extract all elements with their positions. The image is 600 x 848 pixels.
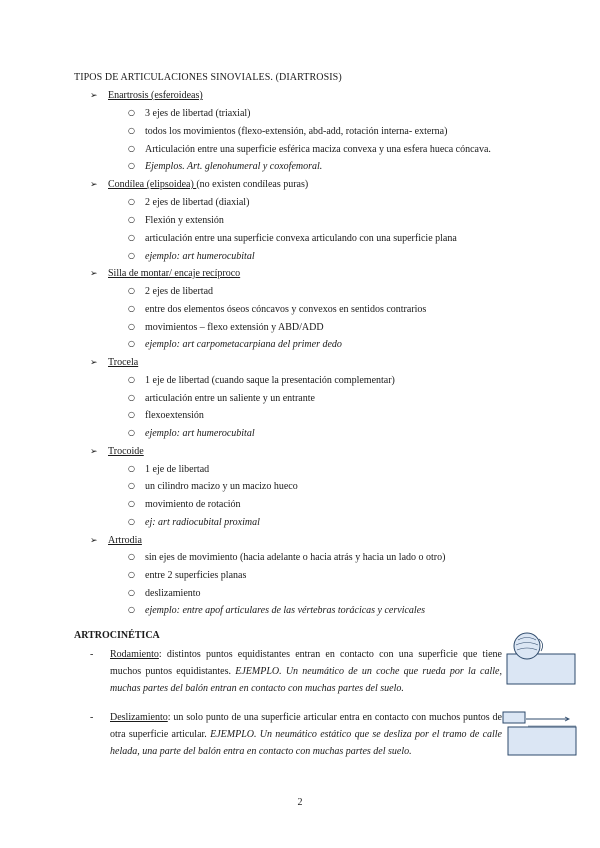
circle-bullet-icon: ○ (128, 375, 135, 384)
circle-bullet-icon: ○ (128, 588, 135, 597)
entry-example: EJEMPLO. Un neumático de un coche que rueda por la calle, muchas partes del balón entran en contacto con muchas partes del suelo. (110, 666, 502, 694)
topic-silla-de-montar (90, 268, 240, 279)
list-item-text: flexoextensión (145, 410, 204, 421)
rolling-diagram (505, 632, 577, 686)
entry-body (110, 646, 502, 697)
circle-bullet-icon: ○ (128, 233, 135, 242)
arrow-bullet-icon: ➢ (90, 269, 98, 279)
circle-bullet-icon: ○ (128, 161, 135, 170)
topic-label: Trocoide (108, 446, 144, 457)
arrow-bullet-icon: ➢ (90, 180, 98, 190)
list-item-example: Ejemplos. Art. glenohumeral y coxofemoral. (145, 161, 323, 172)
list-item-text: sin ejes de movimiento (hacia adelante o hacia atrás y hacia un lado o otro) (145, 552, 446, 563)
dash-bullet: - (90, 649, 94, 660)
list-item-text: 2 ejes de libertad (diaxial) (145, 197, 250, 208)
list-item-text: articulación entre un saliente y un entrante (145, 393, 315, 404)
entry-rodamiento (90, 646, 502, 697)
circle-bullet-icon: ○ (128, 552, 135, 561)
surface-block (507, 654, 575, 684)
topic-enartrosis (90, 90, 203, 101)
topic-label: Trocela (108, 357, 139, 368)
topic-artrodia (90, 535, 142, 546)
circle-bullet-icon: ○ (128, 464, 135, 473)
ground-block (508, 727, 576, 755)
list-item-text: articulación entre una superficie convexa articulando con una superficie plana (145, 233, 457, 244)
list-item-text: deslizamiento (145, 588, 201, 599)
circle-bullet-icon: ○ (128, 481, 135, 490)
artrocinetica-heading: ARTROCINÉTICA (74, 630, 160, 641)
entry-term: Rodamiento (110, 649, 159, 660)
circle-bullet-icon: ○ (128, 393, 135, 402)
list-item-text: Flexión y extensión (145, 215, 224, 226)
list-item-example: ejemplo: art humerocubital (145, 428, 255, 439)
entry-text: : distintos puntos equidistantes entran en contacto con una superficie que tiene muchos puntos equidistantes. (110, 649, 502, 677)
circle-bullet-icon: ○ (128, 339, 135, 348)
arrow-bullet-icon: ➢ (90, 91, 98, 101)
circle-bullet-icon: ○ (128, 251, 135, 260)
arrow-bullet-icon: ➢ (90, 536, 98, 546)
topic-trocoide (90, 446, 144, 457)
dash-bullet: - (90, 712, 94, 723)
rolling-ball (514, 633, 540, 659)
page-number: 2 (297, 797, 303, 808)
list-item-text: todos los movimientos (flexo-extensión, abd-add, rotación interna- externa) (145, 126, 448, 137)
circle-bullet-icon: ○ (128, 410, 135, 419)
entry-deslizamiento (90, 709, 502, 760)
circle-bullet-icon: ○ (128, 286, 135, 295)
list-item-text: entre dos elementos óseos cóncavos y convexos en sentidos contrarios (145, 304, 427, 315)
entry-body (110, 709, 502, 760)
circle-bullet-icon: ○ (128, 126, 135, 135)
sliding-block (503, 712, 525, 723)
topic-label: Silla de montar/ encaje recíproco (108, 268, 241, 279)
list-item-example: ejemplo: art carpometacarpiana del primer dedo (145, 339, 342, 350)
circle-bullet-icon: ○ (128, 499, 135, 508)
circle-bullet-icon: ○ (128, 605, 135, 614)
list-item-text: movimiento de rotación (145, 499, 241, 510)
topic-trocela (90, 357, 138, 368)
entry-example: EJEMPLO. Un neumático estático que se desliza por el tramo de calle helada, una parte del balón entra en contacto con muchas partes del suelo. (110, 729, 503, 757)
topic-condilea (90, 179, 308, 190)
entry-term: Deslizamiento (110, 712, 168, 723)
list-item-text: 1 eje de libertad (145, 464, 210, 475)
topic-label: Artrodia (108, 535, 142, 546)
list-item-text: 3 ejes de libertad (triaxial) (145, 108, 251, 119)
circle-bullet-icon: ○ (128, 108, 135, 117)
list-item-example: ejemplo: entre apof articulares de las vértebras torácicas y cervicales (145, 605, 426, 616)
arrow-bullet-icon: ➢ (90, 358, 98, 368)
circle-bullet-icon: ○ (128, 144, 135, 153)
list-item-text: Articulación entre una superficie esférica maciza convexa y una esfera hueca cóncava. (145, 144, 491, 155)
list-item-example: ejemplo: art humerocubital (145, 251, 255, 262)
arrow-bullet-icon: ➢ (90, 447, 98, 457)
list-item-text: un cilindro macizo y un macizo hueco (145, 481, 298, 492)
topic-label: Condílea (elipsoidea) (108, 179, 197, 190)
list-item-text: 2 ejes de libertad (145, 286, 214, 297)
circle-bullet-icon: ○ (128, 517, 135, 526)
list-item-example: ej: art radiocubital proximal (145, 517, 260, 528)
circle-bullet-icon: ○ (128, 570, 135, 579)
list-item-text: entre 2 superficies planas (145, 570, 247, 581)
circle-bullet-icon: ○ (128, 215, 135, 224)
topic-suffix: (no existen condíleas puras) (196, 179, 309, 190)
topic-label: Enartrosis (esferoideas) (108, 90, 203, 101)
list-item-text: movimientos – flexo extensión y ABD/ADD (145, 322, 324, 333)
circle-bullet-icon: ○ (128, 197, 135, 206)
list-item-text: 1 eje de libertad (cuando saque la presentación complementar) (145, 375, 395, 386)
entry-text: : un solo punto de una superficie articular entra en contacto con muchos puntos de otra superficie articular. (110, 712, 502, 740)
circle-bullet-icon: ○ (128, 322, 135, 331)
circle-bullet-icon: ○ (128, 304, 135, 313)
section-heading: TIPOS DE ARTICULACIONES SINOVIALES. (DIARTROSIS) (74, 72, 342, 83)
circle-bullet-icon: ○ (128, 428, 135, 437)
sliding-diagram (500, 710, 580, 758)
